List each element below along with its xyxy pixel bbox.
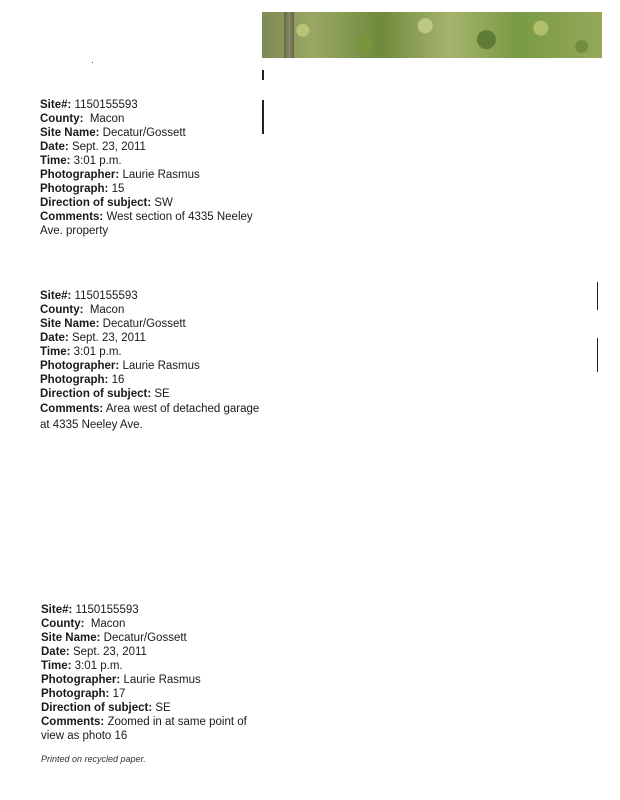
time-value: 3:01 p.m.: [73, 155, 122, 167]
comments-line: [40, 210, 260, 238]
scan-mark: [597, 282, 598, 310]
photograph-line: [41, 687, 261, 701]
photograph-line: [40, 373, 260, 387]
photo-record: [40, 98, 260, 238]
scan-mark: [262, 70, 264, 80]
date-label: Date:: [41, 646, 70, 658]
site-name-value: Decatur/Gossett: [102, 127, 186, 139]
photograph-value: 15: [111, 183, 125, 195]
county-value: Macon: [89, 113, 125, 125]
photo-thumbnail: [262, 12, 602, 58]
date-line: [40, 140, 260, 154]
site-name-label: Site Name:: [40, 318, 100, 330]
date-label: Date:: [40, 141, 69, 153]
date-label: Date:: [40, 332, 69, 344]
photograph-label: Photograph:: [40, 183, 109, 195]
photograph-label: Photograph:: [40, 374, 109, 386]
time-line: [40, 345, 260, 359]
scan-mark: [262, 100, 264, 134]
direction-label: Direction of subject:: [41, 702, 153, 714]
tree-trunk: [284, 12, 294, 58]
photographer-label: Photographer:: [40, 360, 120, 372]
county-line: [41, 617, 261, 631]
photographer-line: [41, 673, 261, 687]
comments-value: Area west of detached garage at 4335 Neeley Ave.: [40, 403, 260, 431]
date-value: Sept. 23, 2011: [71, 141, 146, 153]
direction-line: [40, 387, 260, 401]
county-value: Macon: [89, 304, 125, 316]
comments-value: Zoomed in at same point of view as photo 16: [41, 716, 247, 742]
time-value: 3:01 p.m.: [73, 346, 122, 358]
photo-record: [41, 603, 261, 743]
site-label: Site#:: [41, 604, 73, 616]
direction-value: SW: [154, 197, 173, 209]
county-label: County:: [40, 113, 84, 125]
site-value: 1150155593: [74, 99, 138, 111]
site-value: 1150155593: [75, 604, 139, 616]
site-line: [40, 98, 260, 112]
county-line: [40, 112, 260, 126]
site-label: Site#:: [40, 99, 72, 111]
site-name-line: [41, 631, 261, 645]
site-name-value: Decatur/Gossett: [102, 318, 186, 330]
date-value: Sept. 23, 2011: [71, 332, 146, 344]
time-line: [41, 659, 261, 673]
photographer-value: Laurie Rasmus: [122, 169, 200, 181]
date-line: [40, 331, 260, 345]
photographer-label: Photographer:: [41, 674, 121, 686]
date-line: [41, 645, 261, 659]
site-value: 1150155593: [74, 290, 138, 302]
county-label: County:: [41, 618, 85, 630]
county-line: [40, 303, 260, 317]
direction-value: SE: [155, 702, 171, 714]
site-label: Site#:: [40, 290, 72, 302]
photo-record: [40, 289, 260, 433]
comments-label: Comments:: [40, 211, 104, 223]
comments-value: West section of 4335 Neeley Ave. property: [40, 211, 253, 237]
date-value: Sept. 23, 2011: [72, 646, 147, 658]
direction-line: [41, 701, 261, 715]
photographer-value: Laurie Rasmus: [122, 360, 200, 372]
direction-value: SE: [154, 388, 170, 400]
photograph-value: 16: [111, 374, 125, 386]
photographer-label: Photographer:: [40, 169, 120, 181]
photograph-label: Photograph:: [41, 688, 110, 700]
direction-label: Direction of subject:: [40, 197, 152, 209]
time-value: 3:01 p.m.: [74, 660, 123, 672]
site-name-label: Site Name:: [40, 127, 100, 139]
photographer-line: [40, 168, 260, 182]
site-line: [41, 603, 261, 617]
speck-mark: [92, 62, 93, 63]
photograph-line: [40, 182, 260, 196]
photograph-value: 17: [112, 688, 126, 700]
comments-label: Comments:: [41, 716, 105, 728]
comments-line: [41, 715, 261, 743]
site-name-line: [40, 317, 260, 331]
county-label: County:: [40, 304, 84, 316]
direction-label: Direction of subject:: [40, 388, 152, 400]
site-name-value: Decatur/Gossett: [103, 632, 187, 644]
time-label: Time:: [40, 346, 71, 358]
comments-line: [40, 401, 260, 433]
site-line: [40, 289, 260, 303]
county-value: Macon: [90, 618, 126, 630]
site-name-label: Site Name:: [41, 632, 101, 644]
direction-line: [40, 196, 260, 210]
photographer-line: [40, 359, 260, 373]
time-line: [40, 154, 260, 168]
time-label: Time:: [41, 660, 72, 672]
scan-mark: [597, 338, 598, 372]
photographer-value: Laurie Rasmus: [123, 674, 201, 686]
comments-label: Comments:: [40, 403, 104, 415]
time-label: Time:: [40, 155, 71, 167]
recycled-paper-note: Printed on recycled paper.: [41, 754, 146, 764]
site-name-line: [40, 126, 260, 140]
